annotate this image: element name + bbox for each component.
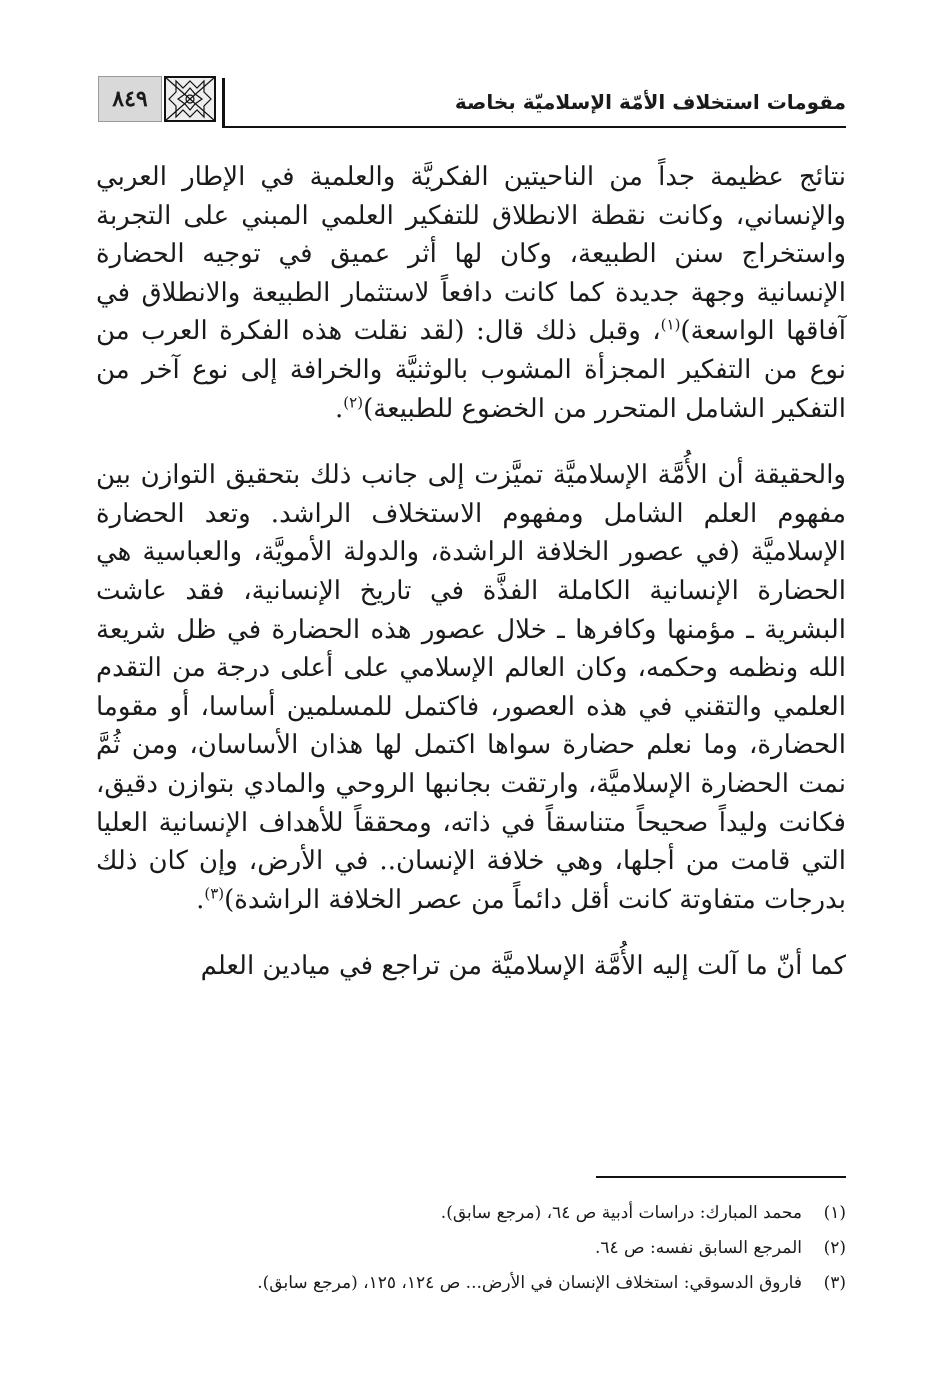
footnote-marker-1: (١) [660,315,681,334]
main-text [96,158,846,986]
footnotes [96,1196,846,1301]
header-rule [224,126,846,128]
paragraph-2: والحقيقة أن الأُمَّة الإسلاميَّة تميَّزت إلى جانب ذلك بتحقيق التوازن بين مفهوم العلم الشامل ومفهوم الاستخلاف الراشد. وتعد الحضارة الإسلاميَّة (في عصور الخلافة الراشدة، والدولة الأمويَّة، والعباسية هي الحضارة الإنسانية الكاملة الفذَّة في تاريخ الإنسانية، فقد عاشت البشرية ـ مؤمنها وكافرها ـ خلال عصور هذه الحضارة في ظل شريعة الله ونظمه وحكمه، وكان العالم الإسلامي على أعلى درجة من التقدم العلمي والتقني في هذه العصور، فاكتمل للمسلمين أساسا، أو مقوما الحضارة، وما نعلم حضارة سواها اكتمل لها هذان الأساسان، ومن ثُمَّ نمت الحضارة الإسلاميَّة، وارتقت بجانبها الروحي والمادي بتوازن دقيق، فكانت وليداً صحيحاً متناسقاً في ذاته، ومحققاً للأهداف الإنسانية العليا التي قامت من أجلها، وهي خلافة الإنسان.. في الأرض، وإن كان ذلك بدرجات متفاوتة كانت أقل دائماً من عصر الخلافة الراشدة)$^{(٣)}$. [96,460,846,915]
footnote-2: (٢)المرجع السابق نفسه: ص ٦٤. [594,1238,846,1258]
running-title: مقومات استخلاف الأمّة الإسلاميّة بخاصة [454,90,846,114]
footnote-3: (٣)فاروق الدسوقي: استخلاف الإنسان في الأرض... ص ١٢٤، ١٢٥، (مرجع سابق). [257,1273,846,1293]
footnote-separator [596,1176,846,1178]
paragraph-3: كما أنّ ما آلت إليه الأُمَّة الإسلاميَّة من تراجع في ميادين العلم [200,951,846,982]
page-number: ٨٤٩ [98,76,162,122]
paragraph-1: نتائج عظيمة جداً من الناحيتين الفكريَّة والعلمية في الإطار العربي والإنساني، وكانت نقطة الانطلاق للتفكير العلمي المبني على التجربة واستخراج سنن الطبيعة، وكان لها أثر عميق في توجيه الحضارة الإنسانية وجهة جديدة كما كانت دافعاً لاستثمار الطبيعة والانطلاق في آفاقها الواسعة)$^{(١)}$، وقبل ذلك قال: (لقد نقلت هذه الفكرة العرب من نوع من التفكير المجزأة المشوب بالوثنيَّة والخرافة إلى نوع آخر من التفكير الشامل المتحرر من الخضوع للطبيعة)$^{(٢)}$. [96,162,846,424]
footnote-1: (١)محمد المبارك: دراسات أدبية ص ٦٤، (مرجع سابق). [440,1203,846,1223]
ornament-icon [164,76,216,122]
header-divider [222,78,225,128]
page-header [98,68,846,128]
footnote-marker-3: (٣) [204,884,225,903]
footnote-marker-2: (٢) [343,392,364,411]
